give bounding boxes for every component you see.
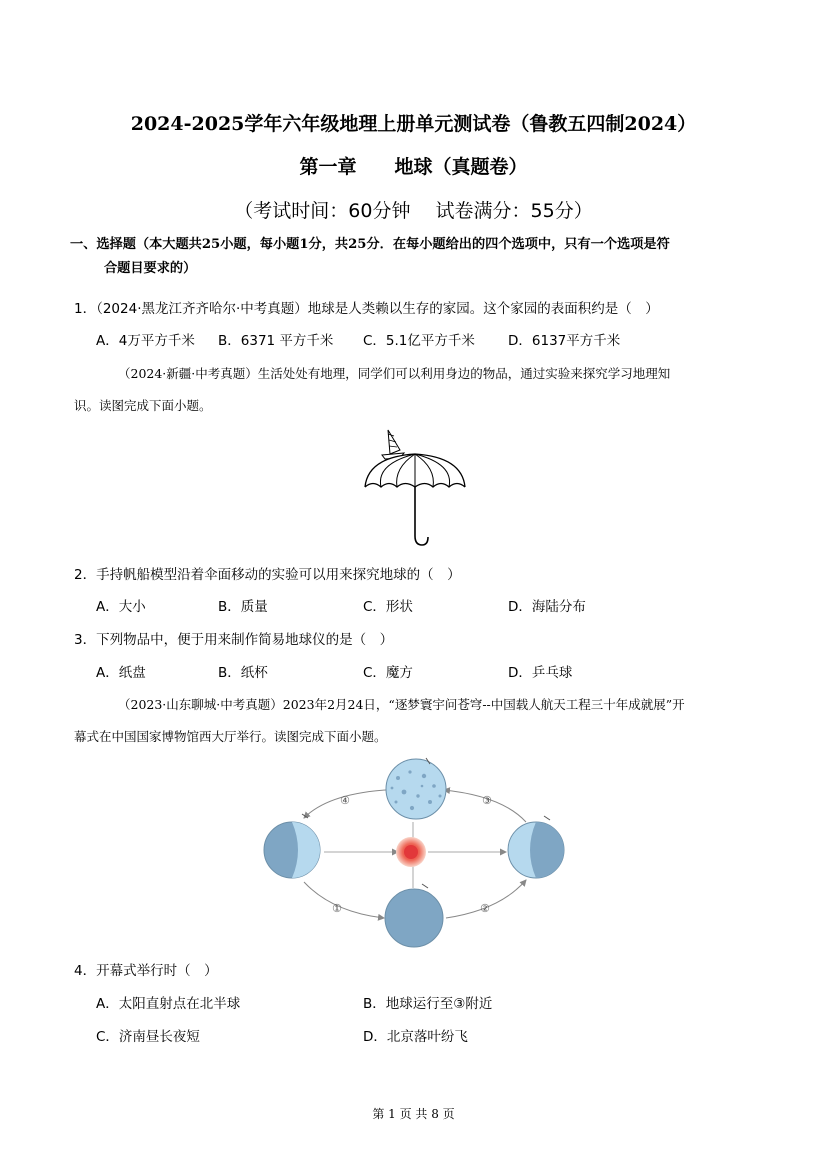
material-2-line2: 幕式在中国国家博物馆西大厅举行。读图完成下面小题。 [74, 729, 387, 744]
orbit-label-4: ④ [340, 794, 350, 807]
q2-option-a: A．大小 [96, 599, 146, 615]
page-footer: 第 1 页 共 8 页 [372, 1107, 455, 1121]
q2-option-b: B．质量 [218, 599, 268, 615]
q3-option-c: C．魔方 [363, 665, 413, 681]
earth-orbit-diagram [258, 756, 570, 948]
q4-option-c: C．济南昼长夜短 [96, 1029, 200, 1045]
orbit-label-3: ③ [482, 794, 492, 807]
exam-time-info: （考试时间：60分钟 试卷满分：55分） [234, 200, 593, 222]
q4-option-d: D．北京落叶纷飞 [363, 1029, 468, 1045]
q1-option-d: D．6137平方千米 [508, 333, 621, 349]
q2-option-c: C．形状 [363, 599, 413, 615]
q3-option-d: D．乒乓球 [508, 665, 573, 681]
exam-title: 2024-2025学年六年级地理上册单元测试卷（鲁教五四制2024） [130, 113, 697, 135]
umbrella-figure [360, 424, 470, 550]
material-1-line1: （2024·新疆·中考真题）生活处处有地理，同学们可以利用身边的物品，通过实验来探究学习地理知 [118, 366, 671, 381]
question-2-stem: 2．手持帆船模型沿着伞面移动的实验可以用来探究地球的（ ） [74, 567, 461, 583]
orbit-label-1: ① [332, 902, 342, 915]
question-4-stem: 4．开幕式举行时（ ） [74, 963, 218, 979]
section-heading: 一、选择题（本大题共25小题，每小题1分，共25分．在每小题给出的四个选项中，只有一个选项是符 [70, 237, 670, 252]
chapter-title: 第一章 地球（真题卷） [299, 156, 528, 178]
material-1-line2: 识。读图完成下面小题。 [74, 398, 212, 413]
q3-option-b: B．纸杯 [218, 665, 268, 681]
q1-option-a: A．4万平方千米 [96, 333, 195, 349]
question-1-stem: 1．（2024·黑龙江齐齐哈尔·中考真题）地球是人类赖以生存的家园。这个家园的表面积约是（ ） [74, 301, 659, 317]
orbit-label-2: ② [480, 902, 490, 915]
q1-option-b: B．6371 平方千米 [218, 333, 334, 349]
material-2-line1: （2023·山东聊城·中考真题）2023年2月24日，“逐梦寰宇问苍穹--中国载人航天工程三十年成就展”开 [118, 697, 685, 712]
q4-option-b: B．地球运行至③附近 [363, 996, 493, 1012]
q4-option-a: A．太阳直射点在北半球 [96, 996, 241, 1012]
q2-option-d: D．海陆分布 [508, 599, 586, 615]
q1-option-c: C．5.1亿平方千米 [363, 333, 475, 349]
q3-option-a: A．纸盘 [96, 665, 146, 681]
section-heading-cont: 合题目要求的） [104, 261, 197, 276]
question-3-stem: 3．下列物品中，便于用来制作简易地球仪的是（ ） [74, 632, 394, 648]
